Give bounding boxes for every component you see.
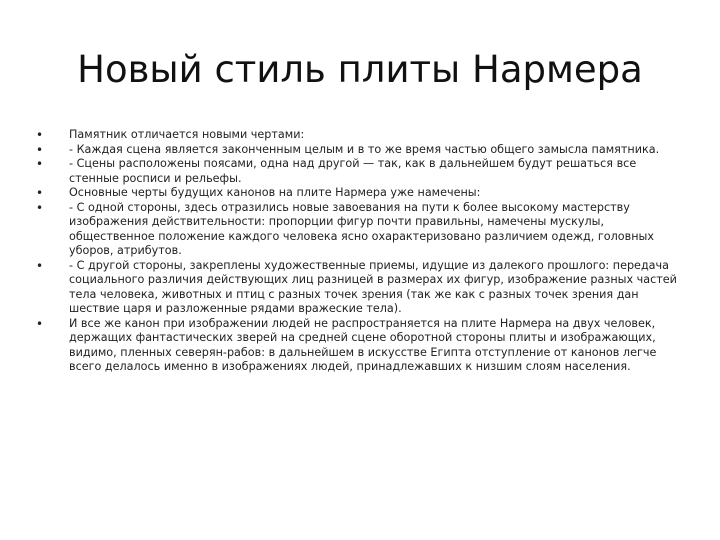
bullet-item-5 <box>36 201 688 259</box>
bullet-list <box>36 128 688 375</box>
slide-title: Новый стиль плиты Нармера <box>77 48 643 91</box>
bullet-item-2 <box>36 143 688 158</box>
bullet-item-6 <box>36 259 688 317</box>
bullet-icon: • <box>36 258 44 273</box>
bullet-icon: • <box>36 142 44 157</box>
bullet-text-7: И все же канон при изображении людей не распространяется на плите Нармера на двух человек, держащих фантастических зверей на средней сцене оборотной стороны плиты и изображающих, видимо, пленных северян-рабов: в дальнейшем в искусстве Египта отступление от канонов легче всего делалось именно в изображениях людей, принадлежавших к низшим слоям населения. <box>69 316 657 373</box>
bullet-icon: • <box>36 200 44 215</box>
bullet-text-4: Основные черты будущих канонов на плите Нармера уже намечены: <box>69 186 481 199</box>
bullet-text-3: - Сцены расположены поясами, одна над другой — так, как в дальнейшем будут решаться все стенные росписи и рельефы. <box>69 157 637 185</box>
bullet-icon: • <box>36 186 44 200</box>
bullet-item-1 <box>36 128 688 143</box>
bullet-text-2: - Каждая сцена является законченным целым и в то же время частью общего замысла памятника. <box>69 142 660 156</box>
bullet-text-1: Памятник отличается новыми чертами: <box>69 128 305 141</box>
bullet-icon: • <box>36 157 44 171</box>
bullet-text-6: - С другой стороны, закреплены художественные приемы, идущие из далекого прошлого: передача социального различия действующих лиц разницей в размерах их фигур, изображение разных частей тела человека, животных и птиц с разных точек зрения (так же как с разных точек зрения дан шествие царя и разложенные рядами вражеские тела). <box>69 258 677 315</box>
bullet-text-5: - С одной стороны, здесь отразились новые завоевания на пути к более высокому мастерству изображения действительности: пропорции фигур почти правильны, намечены мускулы, общественное положение каждого человека ясно охарактеризовано различием одежд, головных уборов, атрибутов. <box>69 200 654 257</box>
bullet-item-4 <box>36 186 688 201</box>
bullet-item-3 <box>36 157 688 186</box>
bullet-icon: • <box>36 128 44 142</box>
bullet-item-7 <box>36 317 688 375</box>
bullet-icon: • <box>36 316 44 331</box>
